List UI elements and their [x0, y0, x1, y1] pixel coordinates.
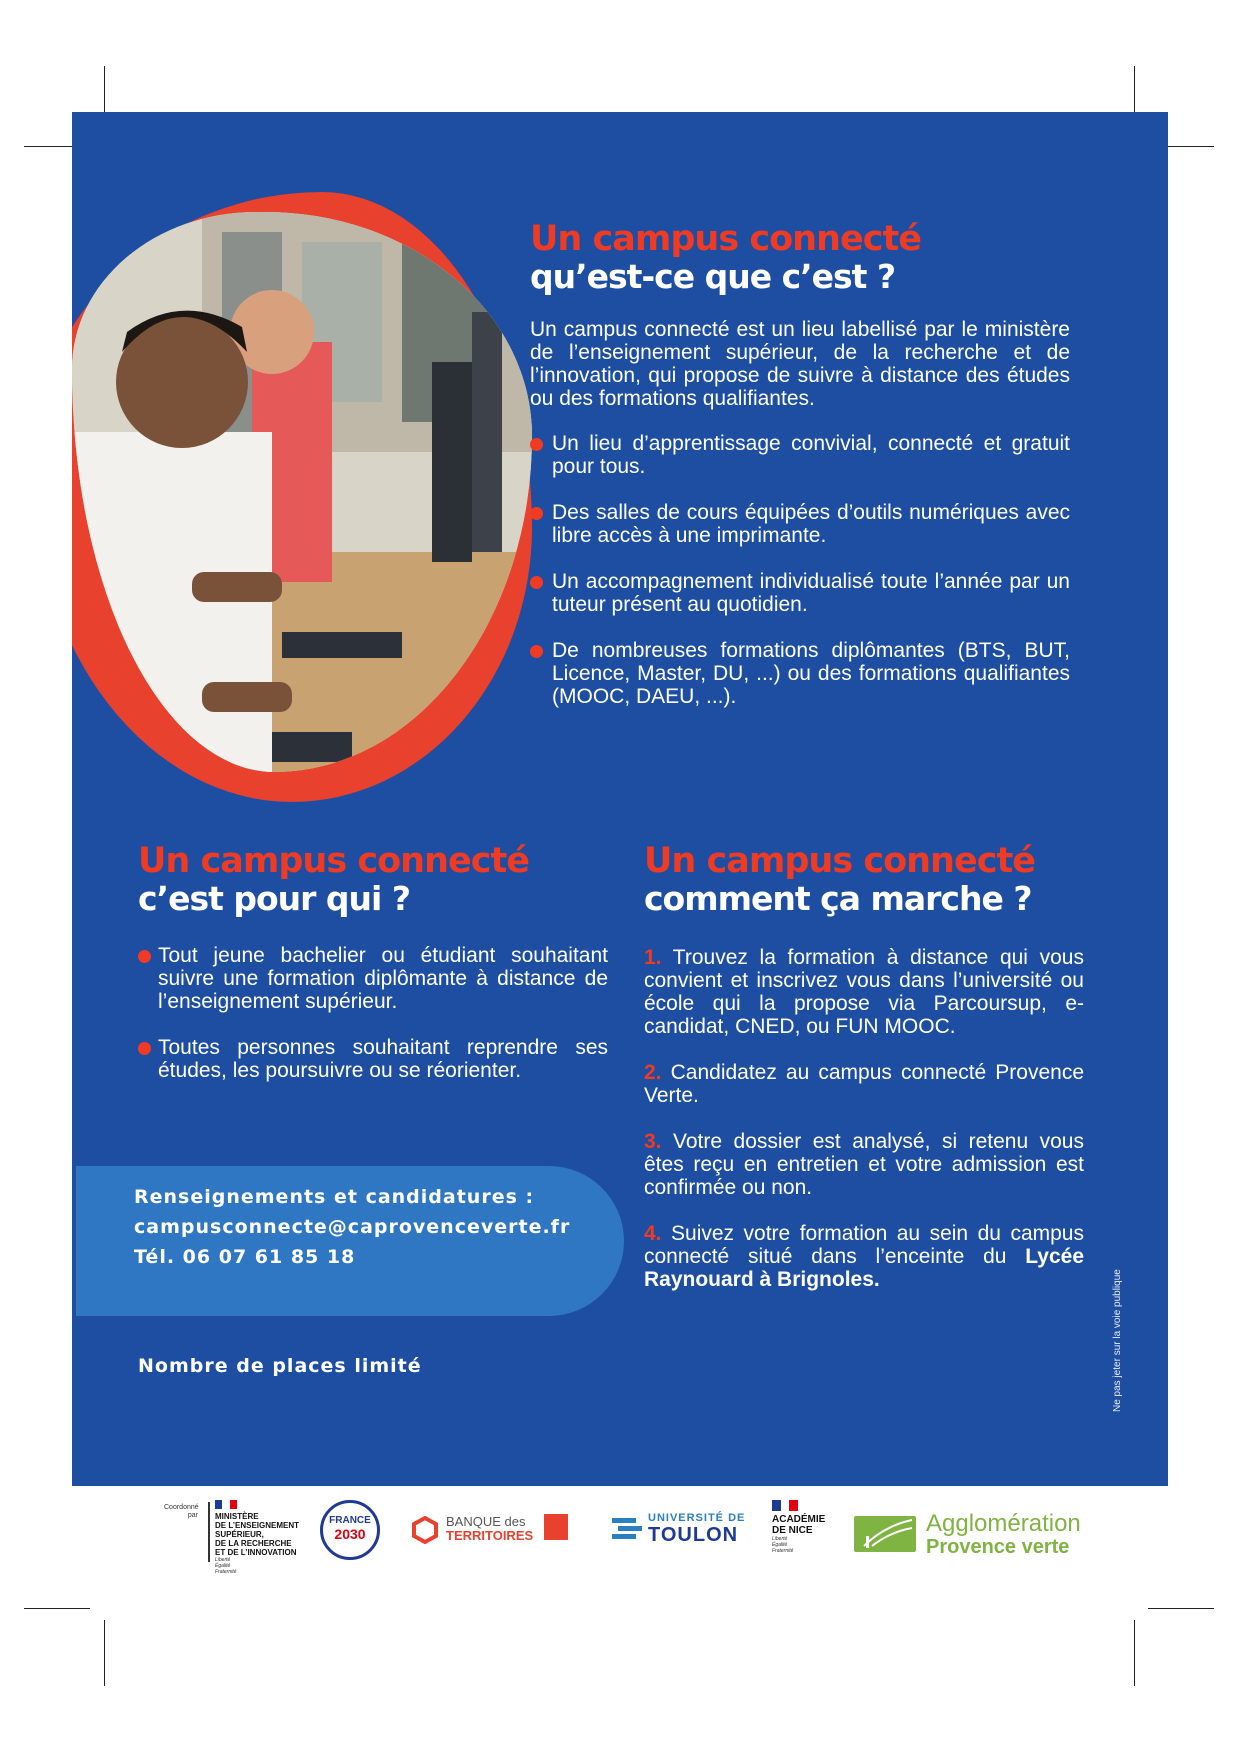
- places-limited-note: Nombre de places limité: [138, 1355, 422, 1377]
- section-how-title-white: comment ça marche ?: [644, 879, 1032, 918]
- section-what: [530, 220, 1070, 731]
- section-how-steps: [644, 946, 1084, 1291]
- section-who-title-red: Un campus connecté: [138, 841, 529, 881]
- list-item: De nombreuses formations diplômantes (BTS, BUT, Licence, Master, DU, ...) ou des formations qualifiantes (MOOC, DAEU, ...).: [530, 639, 1070, 708]
- section-who-bullets: [138, 944, 608, 1082]
- step-item: 1. Trouvez la formation à distance qui vous convient et inscrivez vous dans l’université ou école qui la propose via Parcoursup, e-candidat, CNED, ou FUN MOOC.: [644, 946, 1084, 1038]
- list-item: Toutes personnes souhaitant reprendre ses études, les poursuivre ou se réorienter.: [138, 1036, 608, 1082]
- academie-nice-logo: ACADÉMIE DE NICE Liberté Égalité Fraternité: [772, 1500, 825, 1554]
- french-flag-icon: [772, 1500, 798, 1511]
- bullet-icon: [530, 645, 543, 658]
- section-who: [138, 842, 608, 1105]
- coordonne-label: Coordonné par: [164, 1504, 199, 1519]
- university-icon: [612, 1514, 640, 1542]
- crop-mark: [1148, 1608, 1214, 1609]
- france-2030-logo: FRANCE 2030: [320, 1500, 380, 1560]
- list-item: Un accompagnement individualisé toute l’année par un tuteur présent au quotidien.: [530, 570, 1070, 616]
- divider: [208, 1502, 210, 1562]
- list-item: Tout jeune bachelier ou étudiant souhaitant suivre une formation diplômante à distance de l’enseignement supérieur.: [138, 944, 608, 1013]
- contact-phone: Tél. 06 07 61 85 18: [134, 1246, 356, 1268]
- agglo-leaf-icon: [854, 1516, 916, 1552]
- section-who-title-white: c’est pour qui ?: [138, 879, 410, 918]
- contact-info: [134, 1182, 570, 1272]
- caisse-depots-icon: [544, 1514, 568, 1540]
- bullet-icon: [530, 438, 543, 451]
- bullet-icon: [138, 950, 151, 963]
- bullet-icon: [530, 507, 543, 520]
- step-item: 3. Votre dossier est analysé, si retenu vous êtes reçu en entretien et votre admission est confirmée ou non.: [644, 1130, 1084, 1199]
- crop-mark: [104, 1620, 105, 1686]
- section-what-title-red: Un campus connecté: [530, 219, 921, 259]
- bullet-icon: [138, 1042, 151, 1055]
- crop-mark: [24, 1608, 90, 1609]
- flyer-panel: [72, 112, 1168, 1486]
- section-how: [644, 842, 1084, 1314]
- section-what-title-white: qu’est-ce que c’est ?: [530, 257, 896, 296]
- bullet-icon: [530, 576, 543, 589]
- litter-note: Ne pas jeter sur la voie publique: [1112, 1269, 1123, 1412]
- ministere-logo: MINISTÈRE DE L’ENSEIGNEMENT SUPÉRIEUR, DE LA RECHERCHE ET DE L’INNOVATION Liberté Égalité Fraternité: [215, 1500, 299, 1575]
- crop-mark: [1134, 1620, 1135, 1686]
- list-item: Des salles de cours équipées d’outils numériques avec libre accès à une imprimante.: [530, 501, 1070, 547]
- section-what-bullets: [530, 432, 1070, 708]
- hexagon-icon: [412, 1516, 436, 1542]
- section-how-title-red: Un campus connecté: [644, 841, 1035, 881]
- french-flag-icon: [215, 1500, 237, 1509]
- step-item: 2. Candidatez au campus connecté Provence Verte.: [644, 1061, 1084, 1107]
- contact-email-link[interactable]: campusconnecte@caprovenceverte.fr: [134, 1216, 571, 1238]
- list-item: Un lieu d’apprentissage convivial, connecté et gratuit pour tous.: [530, 432, 1070, 478]
- partner-logos: Coordonné par MINISTÈRE DE L’ENSEIGNEMENT SUPÉRIEUR, DE LA RECHERCHE ET DE L’INNOVATION Liberté Égalité Fraternité FRANCE 2030 BANQUE des TERRITOIRES UNIVERSITÉ DE TOULON ACADÉMIE DE NICE Liberté Égalité Fraternité Agglomération Provence verte: [0, 1496, 1240, 1576]
- section-what-intro: Un campus connecté est un lieu labellisé par le ministère de l’enseignement supérieur, de la recherche et de l’innovation, qui propose de suivre à distance des études ou des formations qualifiantes.: [530, 318, 1070, 410]
- contact-label: Renseignements et candidatures :: [134, 1186, 535, 1208]
- step-item: 4. Suivez votre formation au sein du campus connecté situé dans l’enceinte du Lycée Raynouard à Brignoles.: [644, 1222, 1084, 1291]
